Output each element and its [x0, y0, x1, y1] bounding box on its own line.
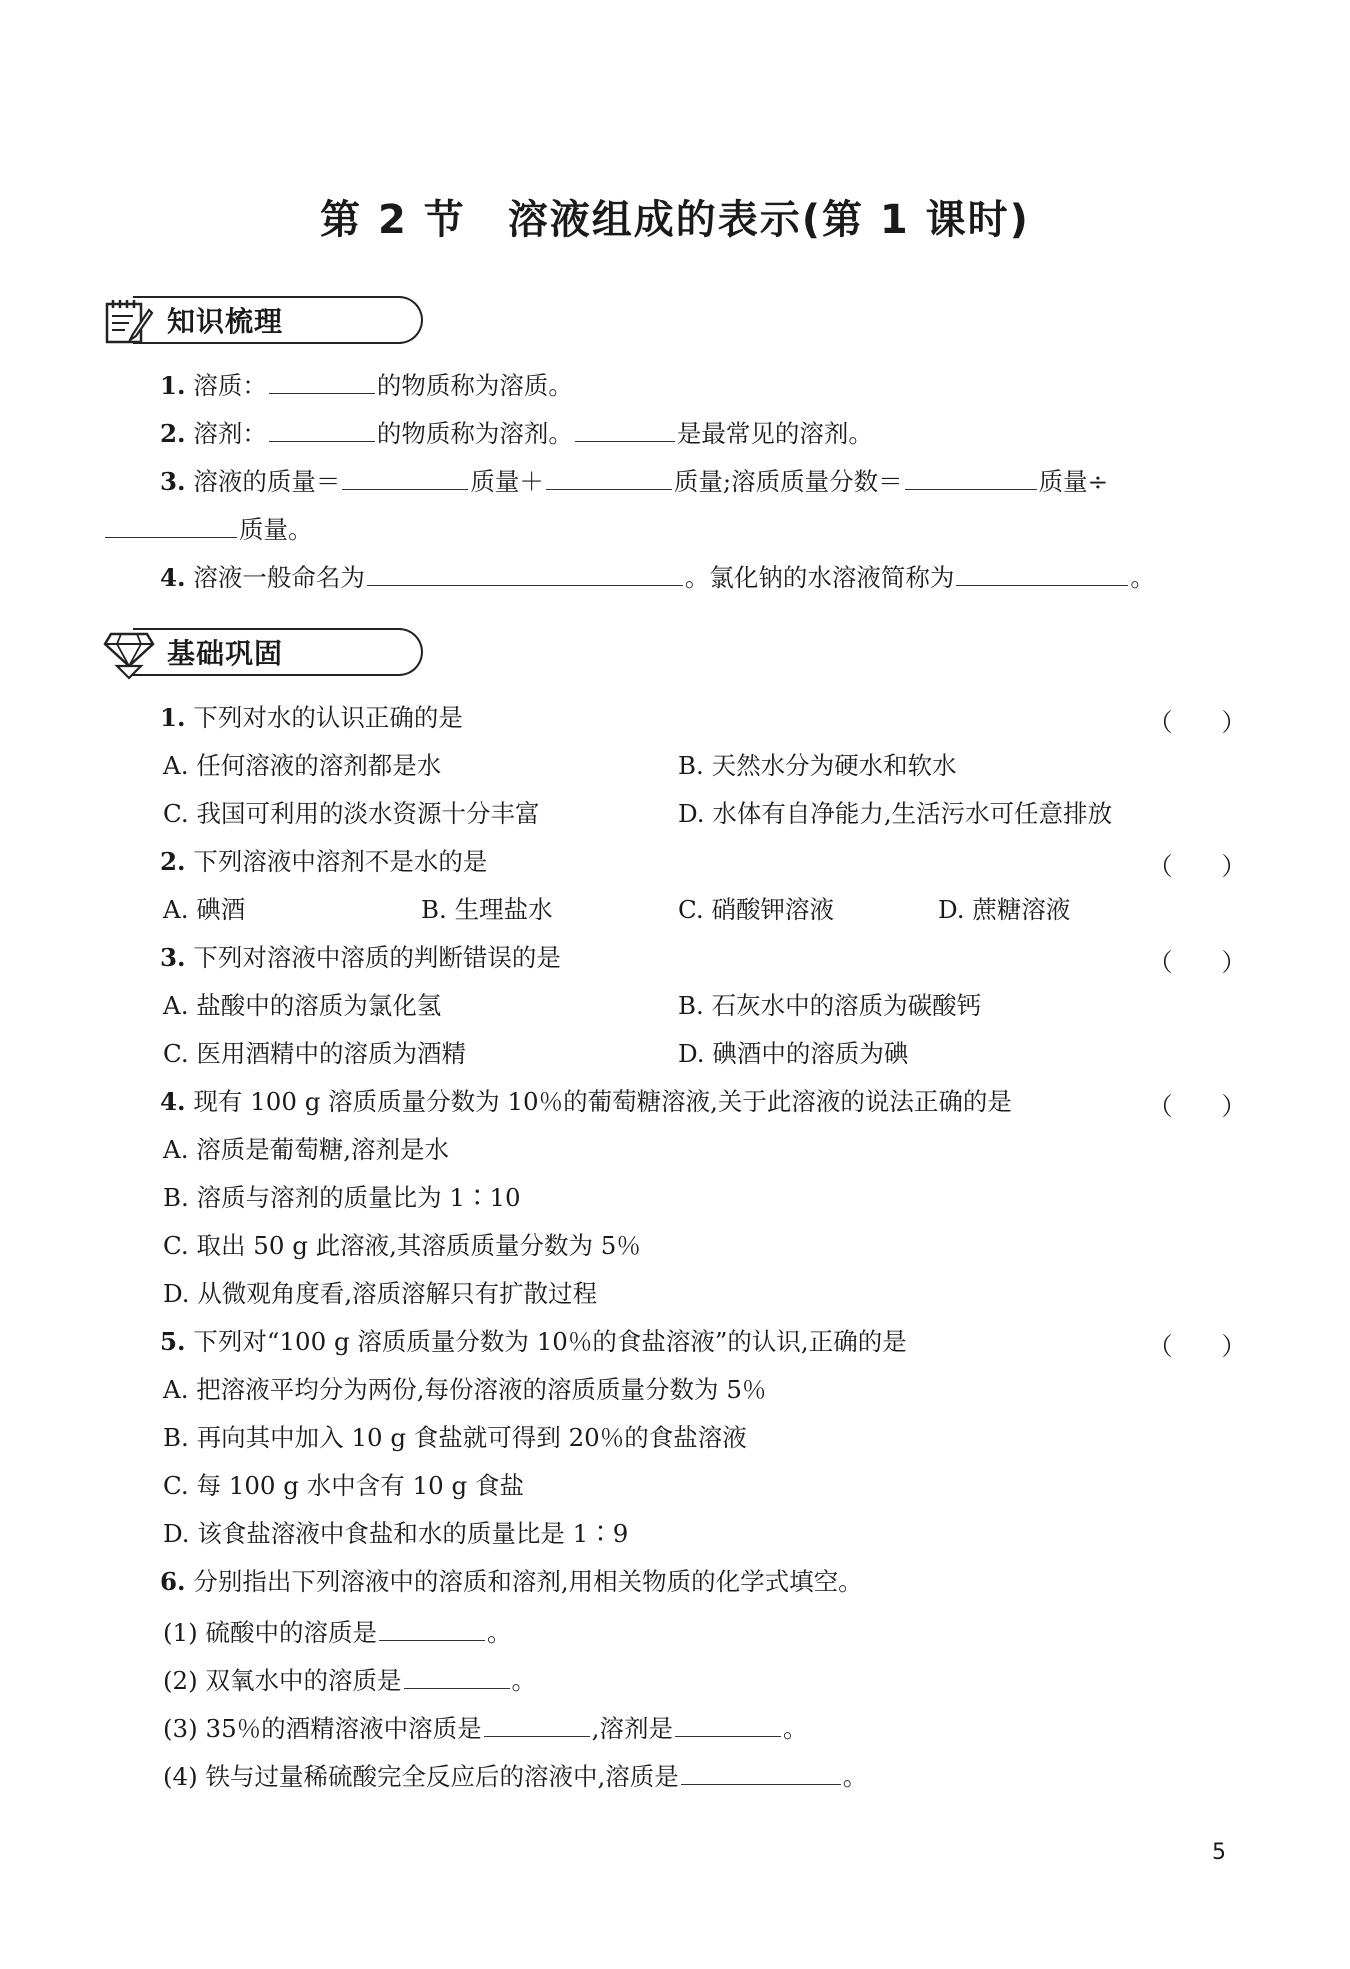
option-b[interactable]: B. 天然水分为硬水和软水 [678, 751, 957, 780]
option-b[interactable]: B. 石灰水中的溶质为碳酸钙 [678, 991, 982, 1020]
answer-blank[interactable] [269, 371, 375, 394]
answer-blank[interactable] [681, 1762, 841, 1785]
answer-blank[interactable] [269, 419, 375, 442]
knowledge-item-3-continued: 质量。 [103, 515, 313, 543]
knowledge-item-2: 2. 溶剂： 的物质称为溶剂。 是最常见的溶剂。 [160, 419, 873, 448]
diamond-hourglass-icon [103, 624, 155, 680]
option-d[interactable]: D. 水体有自净能力,生活污水可任意排放 [678, 799, 1113, 828]
section-title: 知识梳理 [167, 305, 284, 338]
option-d[interactable]: D. 蔗糖溶液 [938, 895, 1071, 924]
option-d[interactable]: D. 该食盐溶液中食盐和水的质量比是 1∶9 [163, 1519, 629, 1548]
section-title: 基础巩固 [167, 637, 284, 670]
sub-question-1: (1) 硫酸中的溶质是 。 [163, 1618, 512, 1647]
option-c[interactable]: C. 我国可利用的淡水资源十分丰富 [163, 799, 540, 828]
answer-paren[interactable]: （ ） [1148, 852, 1246, 881]
answer-paren[interactable]: （ ） [1148, 1092, 1246, 1121]
answer-blank[interactable] [379, 1618, 485, 1641]
sub-question-2: (2) 双氧水中的溶质是 。 [163, 1666, 536, 1695]
option-a[interactable]: A. 任何溶液的溶剂都是水 [163, 751, 442, 780]
option-c[interactable]: C. 硝酸钾溶液 [678, 895, 834, 924]
option-c[interactable]: C. 医用酒精中的溶质为酒精 [163, 1039, 466, 1068]
knowledge-item-3: 3. 溶液的质量＝ 质量＋ 质量;溶质质量分数＝ 质量÷ [160, 467, 1109, 496]
question-6: 6. 分别指出下列溶液中的溶质和溶剂,用相关物质的化学式填空。 [160, 1567, 863, 1596]
option-b[interactable]: B. 溶质与溶剂的质量比为 1∶10 [163, 1183, 521, 1212]
sub-question-4: (4) 铁与过量稀硫酸完全反应后的溶液中,溶质是 。 [163, 1762, 868, 1791]
option-b[interactable]: B. 生理盐水 [421, 895, 553, 924]
answer-blank[interactable] [675, 1714, 781, 1737]
answer-blank[interactable] [905, 467, 1037, 490]
option-a[interactable]: A. 碘酒 [163, 895, 246, 924]
answer-blank[interactable] [956, 563, 1128, 586]
section-header-basics [103, 624, 283, 680]
page-title: 第 2 节 溶液组成的表示(第 1 课时) [320, 197, 1030, 243]
question-3: 3. 下列对溶液中溶质的判断错误的是 [160, 943, 561, 972]
knowledge-item-4: 4. 溶液一般命名为 。氯化钠的水溶液简称为 。 [160, 563, 1155, 592]
answer-blank[interactable] [367, 563, 683, 586]
question-2: 2. 下列溶液中溶剂不是水的是 [160, 847, 488, 876]
answer-paren[interactable]: （ ） [1148, 1332, 1246, 1361]
option-c[interactable]: C. 每 100 g 水中含有 10 g 食盐 [163, 1471, 524, 1500]
option-c[interactable]: C. 取出 50 g 此溶液,其溶质质量分数为 5％ [163, 1231, 641, 1260]
answer-blank[interactable] [342, 467, 468, 490]
question-4: 4. 现有 100 g 溶质质量分数为 10％的葡萄糖溶液,关于此溶液的说法正确的是 [160, 1087, 1012, 1116]
answer-blank[interactable] [575, 419, 675, 442]
answer-paren[interactable]: （ ） [1148, 708, 1246, 737]
option-a[interactable]: A. 溶质是葡萄糖,溶剂是水 [163, 1135, 450, 1164]
section-header-knowledge [103, 292, 283, 348]
option-d[interactable]: D. 碘酒中的溶质为碘 [678, 1039, 909, 1068]
question-1: 1. 下列对水的认识正确的是 [160, 703, 463, 732]
answer-blank[interactable] [546, 467, 672, 490]
page-number: 5 [1212, 1840, 1226, 1865]
knowledge-item-1: 1. 溶质： 的物质称为溶质。 [160, 371, 573, 400]
notepad-pencil-icon [103, 292, 155, 348]
answer-paren[interactable]: （ ） [1148, 948, 1246, 977]
answer-blank[interactable] [404, 1666, 510, 1689]
sub-question-3: (3) 35％的酒精溶液中溶质是 ,溶剂是 。 [163, 1714, 808, 1743]
answer-blank[interactable] [105, 515, 237, 538]
option-d[interactable]: D. 从微观角度看,溶质溶解只有扩散过程 [163, 1279, 598, 1308]
option-a[interactable]: A. 盐酸中的溶质为氯化氢 [163, 991, 442, 1020]
question-5: 5. 下列对“100 g 溶质质量分数为 10％的食盐溶液”的认识,正确的是 [160, 1327, 907, 1356]
option-b[interactable]: B. 再向其中加入 10 g 食盐就可得到 20％的食盐溶液 [163, 1423, 747, 1452]
option-a[interactable]: A. 把溶液平均分为两份,每份溶液的溶质质量分数为 5％ [163, 1375, 767, 1404]
answer-blank[interactable] [484, 1714, 590, 1737]
